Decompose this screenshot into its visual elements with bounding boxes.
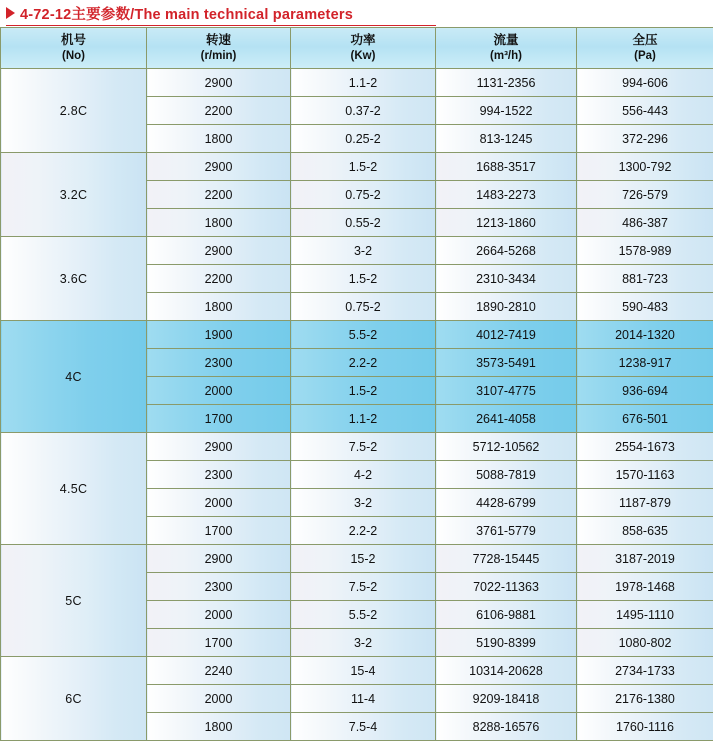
cell-pressure: 590-483: [577, 293, 713, 321]
cell-pressure: 556-443: [577, 97, 713, 125]
table-header: [1, 28, 713, 69]
cell-power: 5.5-2: [291, 601, 436, 629]
cell-pressure: 936-694: [577, 377, 713, 405]
cell-model: 3.2C: [1, 153, 147, 237]
cell-model: 6C: [1, 657, 147, 741]
cell-speed: 1700: [147, 629, 291, 657]
header-model-main: 机号: [1, 33, 146, 49]
cell-pressure: 1570-1163: [577, 461, 713, 489]
cell-power: 15-2: [291, 545, 436, 573]
cell-speed: 2300: [147, 349, 291, 377]
title-underline: [6, 25, 436, 26]
cell-flow: 2664-5268: [436, 237, 577, 265]
cell-flow: 1213-1860: [436, 209, 577, 237]
table-body: [1, 69, 713, 741]
cell-speed: 2000: [147, 601, 291, 629]
header-cell-model: [1, 28, 147, 69]
cell-power: 5.5-2: [291, 321, 436, 349]
cell-pressure: 1238-917: [577, 349, 713, 377]
cell-speed: 2000: [147, 489, 291, 517]
cell-pressure: 1495-1110: [577, 601, 713, 629]
cell-flow: 1688-3517: [436, 153, 577, 181]
header-cell-flow: [436, 28, 577, 69]
cell-speed: 2900: [147, 69, 291, 97]
cell-pressure: 1080-802: [577, 629, 713, 657]
cell-pressure: 2554-1673: [577, 433, 713, 461]
cell-flow: 994-1522: [436, 97, 577, 125]
cell-flow: 2641-4058: [436, 405, 577, 433]
cell-power: 15-4: [291, 657, 436, 685]
header-model-sub: (No): [1, 49, 146, 63]
cell-speed: 1800: [147, 713, 291, 741]
cell-pressure: 1187-879: [577, 489, 713, 517]
cell-flow: 8288-16576: [436, 713, 577, 741]
cell-flow: 3761-5779: [436, 517, 577, 545]
cell-pressure: 994-606: [577, 69, 713, 97]
cell-flow: 4428-6799: [436, 489, 577, 517]
cell-power: 1.1-2: [291, 405, 436, 433]
cell-power: 7.5-4: [291, 713, 436, 741]
cell-speed: 2900: [147, 237, 291, 265]
header-power-sub: (Kw): [291, 49, 435, 63]
cell-speed: 1700: [147, 405, 291, 433]
cell-power: 1.5-2: [291, 265, 436, 293]
cell-power: 3-2: [291, 629, 436, 657]
cell-flow: 1131-2356: [436, 69, 577, 97]
cell-power: 7.5-2: [291, 433, 436, 461]
header-pressure-sub: (Pa): [577, 49, 713, 63]
header-flow-main: 流量: [436, 33, 576, 49]
cell-pressure: 1300-792: [577, 153, 713, 181]
cell-flow: 6106-9881: [436, 601, 577, 629]
cell-pressure: 676-501: [577, 405, 713, 433]
cell-speed: 2300: [147, 573, 291, 601]
cell-power: 1.5-2: [291, 377, 436, 405]
cell-speed: 2200: [147, 97, 291, 125]
cell-power: 4-2: [291, 461, 436, 489]
cell-power: 3-2: [291, 237, 436, 265]
table-row: [1, 153, 713, 181]
cell-model: 2.8C: [1, 69, 147, 153]
cell-power: 2.2-2: [291, 517, 436, 545]
header-cell-power: [291, 28, 436, 69]
cell-flow: 5712-10562: [436, 433, 577, 461]
header-speed-main: 转速: [147, 33, 290, 49]
cell-flow: 7728-15445: [436, 545, 577, 573]
table-row: [1, 433, 713, 461]
cell-flow: 4012-7419: [436, 321, 577, 349]
header-power-main: 功率: [291, 33, 435, 49]
cell-flow: 5088-7819: [436, 461, 577, 489]
triangle-marker-icon: [6, 7, 15, 19]
header-flow-sub: (m³/h): [436, 49, 576, 63]
cell-model: 5C: [1, 545, 147, 657]
document-title-row: [0, 0, 713, 26]
cell-speed: 1800: [147, 125, 291, 153]
cell-flow: 1483-2273: [436, 181, 577, 209]
cell-pressure: 3187-2019: [577, 545, 713, 573]
cell-speed: 1700: [147, 517, 291, 545]
table-row: [1, 545, 713, 573]
header-row: [1, 28, 713, 69]
cell-flow: 10314-20628: [436, 657, 577, 685]
cell-power: 1.5-2: [291, 153, 436, 181]
cell-speed: 1800: [147, 293, 291, 321]
cell-flow: 3573-5491: [436, 349, 577, 377]
cell-speed: 2240: [147, 657, 291, 685]
cell-speed: 2000: [147, 377, 291, 405]
cell-speed: 2200: [147, 265, 291, 293]
cell-power: 2.2-2: [291, 349, 436, 377]
cell-flow: 5190-8399: [436, 629, 577, 657]
cell-pressure: 2176-1380: [577, 685, 713, 713]
cell-flow: 9209-18418: [436, 685, 577, 713]
cell-speed: 1800: [147, 209, 291, 237]
header-cell-pressure: [577, 28, 713, 69]
cell-speed: 2900: [147, 545, 291, 573]
header-pressure-main: 全压: [577, 33, 713, 49]
cell-pressure: 726-579: [577, 181, 713, 209]
cell-power: 0.25-2: [291, 125, 436, 153]
cell-model: 3.6C: [1, 237, 147, 321]
cell-flow: 1890-2810: [436, 293, 577, 321]
cell-speed: 2200: [147, 181, 291, 209]
cell-pressure: 486-387: [577, 209, 713, 237]
cell-pressure: 372-296: [577, 125, 713, 153]
cell-pressure: 1578-989: [577, 237, 713, 265]
cell-flow: 3107-4775: [436, 377, 577, 405]
cell-power: 3-2: [291, 489, 436, 517]
table-row: [1, 321, 713, 349]
cell-power: 11-4: [291, 685, 436, 713]
cell-speed: 2900: [147, 153, 291, 181]
cell-speed: 2000: [147, 685, 291, 713]
cell-flow: 2310-3434: [436, 265, 577, 293]
cell-pressure: 2014-1320: [577, 321, 713, 349]
cell-pressure: 1760-1116: [577, 713, 713, 741]
cell-power: 0.75-2: [291, 181, 436, 209]
cell-speed: 1900: [147, 321, 291, 349]
cell-power: 0.55-2: [291, 209, 436, 237]
cell-model: 4C: [1, 321, 147, 433]
cell-pressure: 858-635: [577, 517, 713, 545]
table-row: [1, 237, 713, 265]
cell-pressure: 1978-1468: [577, 573, 713, 601]
table-row: [1, 69, 713, 97]
cell-power: 7.5-2: [291, 573, 436, 601]
cell-pressure: 881-723: [577, 265, 713, 293]
header-cell-speed: [147, 28, 291, 69]
cell-power: 1.1-2: [291, 69, 436, 97]
cell-power: 0.75-2: [291, 293, 436, 321]
header-speed-sub: (r/min): [147, 49, 290, 63]
table-row: [1, 657, 713, 685]
page-title: 4-72-12主要参数/The main technical parameters: [20, 3, 353, 24]
cell-pressure: 2734-1733: [577, 657, 713, 685]
cell-speed: 2300: [147, 461, 291, 489]
cell-power: 0.37-2: [291, 97, 436, 125]
cell-model: 4.5C: [1, 433, 147, 545]
cell-flow: 813-1245: [436, 125, 577, 153]
technical-parameters-table: [0, 27, 713, 741]
cell-speed: 2900: [147, 433, 291, 461]
cell-flow: 7022-11363: [436, 573, 577, 601]
